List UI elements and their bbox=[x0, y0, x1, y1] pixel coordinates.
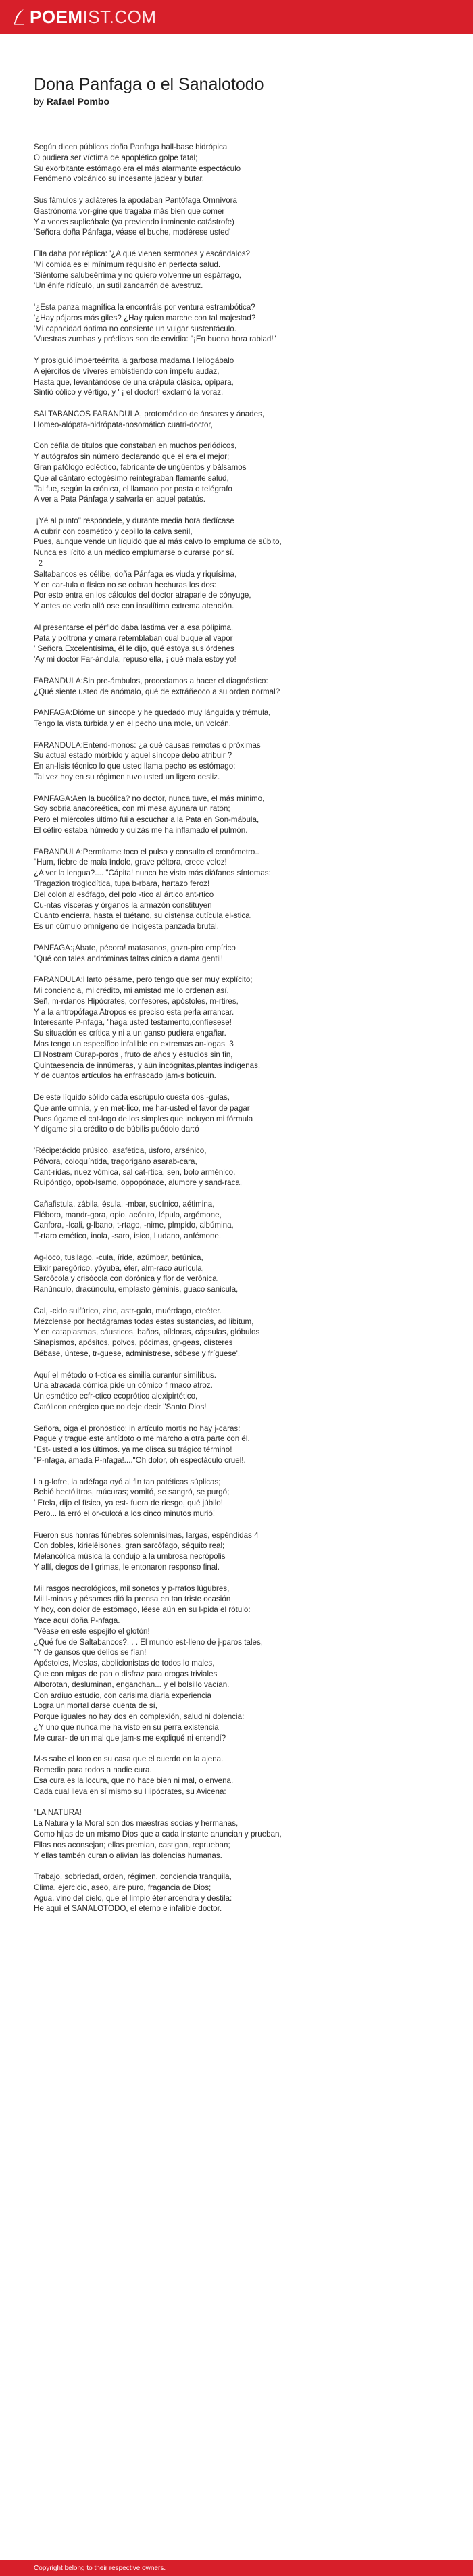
poem-line: Cu-ntas vísceras y órganos la armazón constituyen bbox=[34, 900, 212, 910]
poem-stanza bbox=[34, 1199, 439, 1242]
logo-bold-text: POEM bbox=[30, 6, 83, 27]
poem-line: Su situación es crítica y ni a un ganso pudiera engañar. bbox=[34, 1029, 226, 1038]
poem-line: FARANDULA:Permítame toco el pulso y consulto el cronómetro.. bbox=[34, 847, 259, 856]
poem-line: ¡Yé al punto" respóndele, y durante media hora dedícase bbox=[34, 516, 234, 525]
site-logo[interactable] bbox=[12, 7, 157, 28]
author-link[interactable]: Rafael Pombo bbox=[46, 96, 110, 107]
poem-line: "Est- usted a los últimos. ya me olisca su trágico término! bbox=[34, 1445, 232, 1455]
poem-line: Tengo la vista túrbida y en el pecho una mole, un volcán. bbox=[34, 719, 231, 729]
poem-line: Sintió cólico y vértigo, y ' ¡ el doctor!' exclamó la voraz. bbox=[34, 388, 224, 397]
poem-line: '¿Hay pájaros más giles? ¿Hay quien marche con tal majestad? bbox=[34, 313, 256, 322]
poem-stanza bbox=[34, 516, 439, 612]
poem-line: Católicon enérgico que no deje decir "Santo Dios! bbox=[34, 1403, 207, 1412]
poem-stanza bbox=[34, 1424, 439, 1466]
poem-stanza bbox=[34, 1146, 439, 1188]
poem-stanza bbox=[34, 740, 439, 783]
poem-line: ' Señora Excelentísima, él le dijo, qué estoya sus órdenes bbox=[34, 644, 234, 654]
poem-line: ¿Y uno que nunca me ha visto en su perra existencia bbox=[34, 1722, 219, 1732]
poem-line: Esa cura es la locura, que no hace bien ni mal, o envena. bbox=[34, 1776, 234, 1785]
poem-line: Gran patólogo ecléctico, fabricante de ungüentos y bálsamos bbox=[34, 462, 247, 472]
poem-line: "Hum, fiebre de mala índole, grave péltora, crece veloz! bbox=[34, 858, 227, 867]
poem-line: Sarcócola y crisócola con dorónica y flor de verónica, bbox=[34, 1274, 219, 1284]
poem-line: Pero... la erró el or-culo:á a los cinco minutos murió! bbox=[34, 1509, 216, 1518]
poem-line: Cuanto encierra, hasta el tuétano, su distensa cutícula el-stica, bbox=[34, 911, 252, 921]
poem-line: Eléboro, mandr-gora, opio, acónito, lépulo, argémone, bbox=[34, 1210, 222, 1219]
poem-line: ¿Qué siente usted de anómalo, qué de extráñeoco a su orden normal? bbox=[34, 687, 280, 696]
poem-line: T-rtaro emético, inola, -saro, isico, l udano, anfémone. bbox=[34, 1232, 222, 1241]
by-label: by bbox=[34, 96, 44, 107]
poem-stanza bbox=[34, 1370, 439, 1413]
poem-stanza bbox=[34, 1754, 439, 1797]
poem-line: Ella daba por réplica: '¿A qué vienen sermones y escándalos? bbox=[34, 249, 250, 258]
poem-byline bbox=[34, 96, 439, 107]
poem-line: Bébase, úntese, tr-guese, administrese, sóbese y fríguese'. bbox=[34, 1349, 241, 1359]
poem-line: FARANDULA:Entend-monos: ¿a qué causas remotas o próximas bbox=[34, 740, 261, 750]
poem-line: O pudiera ser víctima de apoplético golpe fatal; bbox=[34, 153, 198, 162]
copyright-text: Copyright belong to their respective owners. bbox=[34, 2564, 166, 2572]
poem-line: Pues úgame el cat-logo de los simples que incluyen mi fórmula bbox=[34, 1114, 253, 1123]
poem-line: 'Siéntome salubeérrima y no quiero volverme un espárrago, bbox=[34, 270, 242, 280]
poem-line: Señ, m-rdanos Hipócrates, confesores, apóstoles, m-rtires, bbox=[34, 996, 239, 1006]
poem-line: Mas tengo un específico infalible en extremas an-logas 3 bbox=[34, 1039, 234, 1048]
poem-line: Apóstoles, Meslas, abolicionistas de todos lo males, bbox=[34, 1659, 215, 1668]
poem-line: Y ellas tambén curan o alivian las dolencias humanas. bbox=[34, 1851, 222, 1860]
poem-line: 'Vuestras zumbas y prédicas son de envidia: "¡En buena hora rabiad!" bbox=[34, 335, 276, 344]
poem-line: Señora, oiga el pronóstico: in artículo mortis no hay j-caras: bbox=[34, 1424, 241, 1433]
poem-line: ¿A ver la lengua?.... "Cápita! nunca he visto más diáfanos síntomas: bbox=[34, 869, 271, 878]
poem-line: Interesante P-nfaga, "haga usted testamento,confíesese! bbox=[34, 1018, 232, 1027]
poem-line: Como hijas de un mismo Dios que a cada instante anuncian y prueban, bbox=[34, 1829, 282, 1839]
poem-line: Bebió hectólitros, múcuras; vomitó, se sangró, se purgó; bbox=[34, 1488, 230, 1497]
poem-line: Cal, -cido sulfúrico, zinc, astr-galo, muérdago, eteéter. bbox=[34, 1306, 222, 1315]
poem-line: Tal vez hoy en su régimen tuvo usted un ligero desliz. bbox=[34, 773, 220, 782]
poem-line: De este líquido sólido cada escrúpulo cuesta dos -gulas, bbox=[34, 1092, 230, 1102]
poem-stanza bbox=[34, 1306, 439, 1359]
poem-stanza bbox=[34, 195, 439, 238]
poem-line: Melancólica música la condujo a la umbrosa necrópolis bbox=[34, 1552, 226, 1561]
poem-line: Trabajo, sobriedad, orden, régimen, conciencia tranquila, bbox=[34, 1872, 232, 1882]
poem-line: A ver a Pata Pánfaga y salvarla en aquel patatús. bbox=[34, 495, 205, 504]
poem-content bbox=[34, 74, 439, 1925]
poem-line: Y en car-tula o físico no se cobran hechuras los dos: bbox=[34, 580, 216, 589]
poem-line: A ejércitos de víveres embistiendo con ímpetu audaz, bbox=[34, 366, 220, 376]
poem-line: Ranúnculo, dracúnculu, emplasto géminis, guaco sanicula, bbox=[34, 1285, 239, 1294]
poem-line: PANFAGA:Dióme un síncope y he quedado muy lánguida y trémula, bbox=[34, 708, 271, 718]
poem-line: Hasta que, levantándose de una crápula clásica, opípara, bbox=[34, 377, 234, 387]
poem-line: 'Tragazión troglodítica, tupa b-rbara, hartazo feroz! bbox=[34, 879, 210, 888]
poem-line: Nunca es lícito a un médico emplumarse o curarse por sí. bbox=[34, 548, 234, 558]
poem-line: Aquí el método o t-ctica es similia curantur similíbus. bbox=[34, 1370, 216, 1380]
poem-line: Y dígame si a crédito o de búbilis puédolo dar:ó bbox=[34, 1125, 199, 1134]
poem-stanza bbox=[34, 623, 439, 665]
site-header bbox=[0, 0, 473, 34]
poem-line: 'Mi comida es el mínimum requisito en perfecta salud. bbox=[34, 260, 221, 269]
poem-line: En an-lisis técnico lo que usted llama pecho es estómago: bbox=[34, 762, 236, 771]
poem-line: 'Señora doña Pánfaga, véase el buche, modérese usted' bbox=[34, 228, 231, 237]
poem-line: ' Etela, dijo el físico, ya est- fuera de riesgo, qué júbilo! bbox=[34, 1499, 223, 1508]
poem-line: Pague y trague este antídoto o me marcho a otra parte con él. bbox=[34, 1434, 250, 1444]
poem-stanza bbox=[34, 409, 439, 431]
poem-stanza bbox=[34, 1477, 439, 1520]
poem-line: Y a veces suplicábale (ya previendo inminente catástrofe) bbox=[34, 217, 234, 226]
poem-body bbox=[34, 142, 439, 1914]
poem-line: Tal fue, según la crónica, el llamado por posta o telégrafo bbox=[34, 484, 232, 493]
poem-line: Pero el miércoles último fui a escuchar a la Pata en Son-mábula, bbox=[34, 815, 259, 825]
poem-line: Una atracada cómica pide un cómico f rmaco atroz. bbox=[34, 1381, 213, 1390]
poem-stanza bbox=[34, 943, 439, 965]
logo-light-text: IST.COM bbox=[82, 6, 157, 27]
poem-line: Ruipóntigo, opob-lsamo, oppopónace, alumbre y sand-raca, bbox=[34, 1178, 243, 1188]
poem-line: Ag-loco, tusilago, -cula, íride, azúmbar, betúnica, bbox=[34, 1253, 203, 1262]
poem-line: Me curar- de un mal que jam-s me expliqué ni entendí? bbox=[34, 1733, 226, 1743]
poem-line: "Véase en este espejito el glotón! bbox=[34, 1626, 150, 1636]
poem-line: Sus fámulos y adláteres la apodaban Pantófaga Omnívora bbox=[34, 195, 237, 205]
poem-line: Logra un mortal darse cuenta de sí, bbox=[34, 1701, 158, 1711]
poem-line: Y hoy, con dolor de estómago, léese aún en su l-pida el rótulo: bbox=[34, 1605, 251, 1615]
poem-line: El céfiro estaba húmedo y quizás me ha inflamado el pulmón. bbox=[34, 826, 248, 835]
poem-stanza bbox=[34, 1253, 439, 1295]
poem-line: Cant-ridas, nuez vómica, sal cat-rtica, sen, bolo arménico, bbox=[34, 1167, 236, 1177]
poem-stanza bbox=[34, 142, 439, 185]
poem-line: Y en cataplasmas, cáusticos, baños, píldoras, cápsulas, glóbulos bbox=[34, 1328, 260, 1337]
poem-line: Saltabancos es célibe, doña Pánfaga es viuda y riquísima, bbox=[34, 569, 237, 579]
poem-line: 'Mi capacidad óptima no consiente un vulgar sustentáculo. bbox=[34, 324, 236, 333]
poem-line: "P-nfaga, amada P-nfaga!...."Oh dolor, oh espectáculo cruel!. bbox=[34, 1456, 246, 1465]
poem-line: Clima, ejercicio, aseo, aire puro, fragancia de Dios; bbox=[34, 1882, 211, 1892]
poem-line: Un esmético ecfr-ctico ecoprótico alexipirtético, bbox=[34, 1392, 198, 1401]
poem-line: Cañafistula, zábila, ésula, -mbar, sucínico, aétimina, bbox=[34, 1199, 215, 1209]
poem-line: Pata y poltrona y cmara retemblaban cual buque al vapor bbox=[34, 633, 233, 643]
poem-line: Con ardiuo estudio, con carisima diaria experiencia bbox=[34, 1691, 211, 1700]
poem-stanza bbox=[34, 441, 439, 505]
poem-line: Agua, vino del cielo, que el limpio éter arcendra y destila: bbox=[34, 1893, 232, 1903]
poem-line: Según dicen públicos doña Panfaga hall-base hidrópica bbox=[34, 143, 228, 151]
poem-line: 'Un énife ridículo, un sutil zancarrón de avestruz. bbox=[34, 281, 203, 291]
poem-line: 'Ay mi doctor Far-ándula, repuso ella, ¡ qué mala estoy yo! bbox=[34, 655, 236, 664]
poem-line: Es un cúmulo omnígeno de indigesta panzada brutal. bbox=[34, 922, 219, 931]
poem-line: "Qué con tales andróminas faltas cínico a dama gentil! bbox=[34, 954, 223, 963]
poem-line: Cada cual lleva en sí mismo su Hipócrates, su Avicena: bbox=[34, 1787, 226, 1796]
poem-line: "LA NATURA! bbox=[34, 1808, 82, 1818]
poem-line: Mil l-minas y pésames dió la prensa en tan triste ocasión bbox=[34, 1595, 231, 1604]
poem-stanza bbox=[34, 356, 439, 398]
poem-line: La Natura y la Moral son dos maestras socias y hermanas, bbox=[34, 1819, 239, 1828]
poem-line: He aquí el SANALOTODO, el eterno e infalible doctor. bbox=[34, 1904, 222, 1914]
poem-line: Y antes de verla allá ose con insulítima extrema atención. bbox=[34, 602, 234, 611]
quill-pen-icon bbox=[12, 9, 26, 25]
poem-line: Mi conciencia, mi crédito, mi amistad me lo ordenan así. bbox=[34, 986, 229, 995]
poem-line: PANFAGA:¡Abate, pécora! matasanos, gazn-piro empírico bbox=[34, 943, 236, 952]
poem-stanza bbox=[34, 249, 439, 291]
poem-stanza bbox=[34, 1092, 439, 1135]
poem-line: Su exorbitante estómago era el más alarmante espectáculo bbox=[34, 164, 241, 173]
poem-line: M-s sabe el loco en su casa que el cuerdo en la ajena. bbox=[34, 1755, 224, 1764]
poem-line: Alborotan, desluminan, enganchan... y el bolsillo vacían. bbox=[34, 1680, 230, 1689]
poem-stanza bbox=[34, 1584, 439, 1744]
poem-line: Mézclense por hectágramas todas estas sustancias, ad libitum, bbox=[34, 1317, 254, 1326]
poem-line: Canfora, -lcali, g-lbano, t-rtago, -nime, plmpido, albúmina, bbox=[34, 1221, 234, 1230]
poem-line: El Nostram Curap-poros , fruto de años y estudios sin fin, bbox=[34, 1050, 233, 1059]
poem-line: Fueron sus honras fúnebres solemnísimas, largas, espéndidas 4 bbox=[34, 1530, 259, 1540]
poem-line: Soy sobria anacoreética, con mi mesa ayunara un ratón; bbox=[34, 804, 230, 814]
poem-line: Quintaesencia de innúmeras, y aún incógnitas,plantas indígenas, bbox=[34, 1061, 261, 1070]
poem-line: Pues, aunque vende un líquido que al más calvo lo empluma de súbito, bbox=[34, 537, 282, 547]
poem-line: Por esto entra en los cálculos del doctor atraparle de cónyuge, bbox=[34, 591, 251, 600]
poem-stanza bbox=[34, 302, 439, 345]
poem-line: Elixir paregórico, yóyuba, éter, alm-raco aurícula, bbox=[34, 1263, 204, 1273]
poem-line: Sinapismos, apósitos, polvos, pócimas, gr-geas, clísteres bbox=[34, 1338, 233, 1348]
poem-line: Y allí, ciegos de l grimas, le entonaron responso final. bbox=[34, 1562, 220, 1572]
poem-line: Que al cántaro ectogésimo reintegraban flamante salud, bbox=[34, 473, 229, 483]
poem-line: Al presentarse el pérfido daba lástima ver a esa pólipima, bbox=[34, 623, 234, 632]
poem-line: Remedio para todos a nadie cura. bbox=[34, 1766, 152, 1775]
poem-line: Y de cuantos artículos ha enfrascado jam-s boticuín. bbox=[34, 1071, 216, 1081]
poem-line: Fenómeno volcánico su incesante jadear y bufar. bbox=[34, 174, 204, 184]
poem-line: Porque iguales no hay dos en complexión, salud ni dolencia: bbox=[34, 1712, 245, 1722]
poem-line: Del colon al esófago, del polo -tico al ártico ant-rtico bbox=[34, 890, 214, 899]
poem-line: FARANDULA:Harto pésame, pero tengo que ser muy explícito; bbox=[34, 975, 253, 985]
poem-line: "Y de gansos que delíos se fían! bbox=[34, 1648, 147, 1657]
poem-line: Con dobles, kirieléisones, gran sarcófago, séquito real; bbox=[34, 1541, 225, 1551]
poem-line: FARANDULA:Sin pre-ámbulos, procedamos a hacer el diagnóstico: bbox=[34, 676, 268, 685]
poem-stanza bbox=[34, 975, 439, 1082]
poem-line: SALTABANCOS FARANDULA, protomédico de ánsares y ánades, bbox=[34, 409, 265, 418]
poem-line: Con céfila de títulos que constaban en muchos periódicos, bbox=[34, 441, 237, 451]
poem-line: 'Récipe:ácido prúsico, asafétida, úsforo, arsénico, bbox=[34, 1146, 207, 1155]
poem-line: '¿Esta panza magnífica la encontráis por ventura estrambótica? bbox=[34, 302, 255, 312]
poem-line: La g-lofre, la adéfaga oyó al fin tan patéticas súplicas; bbox=[34, 1477, 221, 1486]
poem-line: PANFAGA:Aen la bucólica? no doctor, nunca tuve, el más mínimo, bbox=[34, 794, 265, 803]
poem-line: Que con migas de pan o disfraz para drogas triviales bbox=[34, 1669, 218, 1678]
poem-line: Homeo-alópata-hidrópata-nosomático cuatri-doctor, bbox=[34, 420, 213, 429]
poem-stanza bbox=[34, 847, 439, 932]
poem-line: 2 bbox=[34, 559, 43, 568]
site-footer bbox=[0, 2560, 473, 2576]
poem-stanza bbox=[34, 794, 439, 836]
poem-line: A cubrir con cosmético y cepillo la calva senil, bbox=[34, 527, 193, 536]
poem-stanza bbox=[34, 1807, 439, 1861]
poem-line: Gastrónoma vor-gine que tragaba más bien que comer bbox=[34, 206, 225, 216]
poem-title: Dona Panfaga o el Sanalotodo bbox=[34, 75, 264, 94]
poem-line: Pólvora, coloquíntida, tragorigano asarab-cara, bbox=[34, 1157, 197, 1166]
poem-line: Mil rasgos necrológicos, mil sonetos y p-rrafos lúgubres, bbox=[34, 1584, 230, 1593]
poem-stanza bbox=[34, 708, 439, 729]
poem-stanza bbox=[34, 676, 439, 698]
poem-line: Yace aquí doña P-nfaga. bbox=[34, 1615, 120, 1625]
site-logo-text bbox=[30, 7, 157, 28]
poem-line: Y autógrafos sin número declarando que él era el mejor; bbox=[34, 452, 230, 462]
poem-stanza bbox=[34, 1530, 439, 1573]
poem-line: Que ante omnia, y en met-lico, me har-usted el favor de pagar bbox=[34, 1103, 250, 1113]
poem-stanza bbox=[34, 1872, 439, 1914]
poem-line: ¿Qué fue de Saltabancos?. . . El mundo est-lleno de j-paros tales, bbox=[34, 1637, 263, 1647]
poem-line: Su actual estado mórbido y aquel síncope debo atribuir ? bbox=[34, 751, 232, 760]
poem-line: Y prosiguió imperteérrita la garbosa madama Heliogábalo bbox=[34, 356, 234, 365]
poem-line: Y a la antropófaga Atropos es preciso esta perla arrancar. bbox=[34, 1007, 234, 1017]
poem-line: Ellas nos aconsejan; ellas premian, castigan, reprueban; bbox=[34, 1840, 230, 1849]
